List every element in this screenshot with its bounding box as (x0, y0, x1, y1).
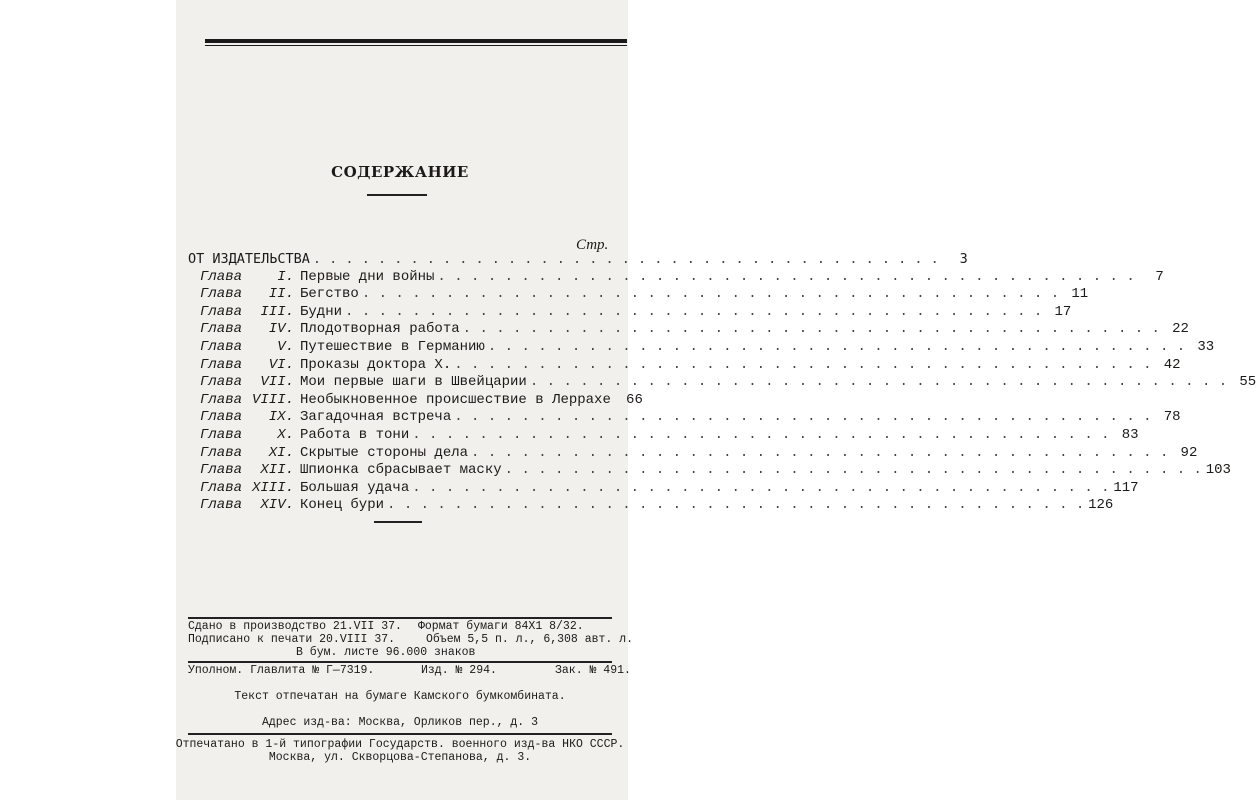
chapter-title: Большая удача (300, 479, 410, 496)
separator-dash (374, 521, 422, 523)
chapter-title: Проказы доктора Х. (300, 356, 452, 373)
toc-row-chapter (188, 374, 1256, 392)
chapter-number: II. (268, 286, 294, 303)
imprint-rule-2 (188, 661, 612, 663)
chapter-page: 22 (1172, 321, 1189, 338)
chapter-label: Глава (200, 409, 243, 426)
toc-row-chapter (188, 426, 1139, 445)
toc-row-chapter (188, 409, 1181, 427)
toc-leader-dots: . . . . . . . . . . . . . . . . . . . . . . . . . . . . . . . . . . . . . . . . . . (361, 286, 1060, 303)
table-of-contents (188, 251, 1256, 515)
toc-leader-dots: . . . . . . . . . . . . . . . . . . . . . . . . . . . . . . . . . . . . . . . (312, 251, 939, 267)
chapter-title: Работа в тони (300, 426, 410, 443)
chapter-label: Глава (200, 321, 243, 338)
toc-row-title: ОТ ИЗДАТЕЛЬСТВА (188, 251, 310, 267)
chapter-page: 7 (1155, 268, 1164, 285)
chapter-page: 92 (1180, 444, 1198, 461)
chapter-page: 103 (1205, 462, 1231, 479)
chapter-number: X. (277, 426, 294, 443)
chapter-title: Бегство (300, 286, 359, 303)
imprint-address: Адрес изд-ва: Москва, Орликов пер., д. 3 (261, 716, 539, 729)
chapter-number: VIII. (251, 391, 294, 408)
chapter-title: Необыкновенное происшествие в Леррахе (300, 391, 611, 408)
chapter-number: XIV. (260, 497, 294, 514)
toc-row-chapter (188, 444, 1198, 463)
imprint-sent: Сдано в производство 21.VII 37. (188, 620, 402, 633)
chapter-number: XIII. (251, 479, 294, 496)
chapter-label: Глава (200, 479, 243, 496)
toc-leader-dots: . . . . . . . . . . . . . . . . . . . . . . . . . . . . . . . . . . . . . . . . . . (412, 479, 1110, 496)
imprint-signed: Подписано к печати 20.VIII 37. (188, 633, 396, 646)
chapter-label: Глава (200, 391, 243, 408)
chapter-label: Глава (200, 268, 243, 285)
imprint-printer-address: Москва, ул. Скворцова-Степанова, д. 3. (268, 751, 532, 764)
chapter-number: III. (260, 303, 294, 320)
imprint-top-rule (188, 617, 612, 619)
toc-row-chapter (188, 497, 1114, 515)
toc-leader-dots: . . . . . . . . . . . . . . . . . . . . . . . . . . . . . . . . . . . . . . . . . . (471, 444, 1169, 461)
chapter-title: Мои первые шаги в Швейцарии (300, 374, 527, 391)
chapter-page: 66 (626, 391, 643, 408)
chapter-title: Будни (300, 303, 343, 320)
chapter-number: I. (277, 268, 294, 285)
toc-leader-dots: . . . . . . . . . . . . . . . . . . . . . . . . . . . . . . . . . . . . . . . . . . (412, 426, 1110, 443)
chapter-title: Скрытые стороны дела (300, 444, 469, 461)
toc-row-chapter (188, 338, 1215, 357)
toc-leader-dots: . . . . . . . . . . . . . . . . . . . . . . . . . . . . . . . . . . . . . . . . . . (387, 497, 1085, 514)
toc-row-chapter (188, 391, 643, 410)
chapter-page: 55 (1239, 374, 1256, 391)
chapter-page: 11 (1071, 286, 1089, 303)
toc-row-chapter (188, 462, 1231, 480)
toc-row-chapter (188, 268, 1164, 287)
chapter-number: IX. (268, 409, 294, 426)
chapter-page: 83 (1121, 426, 1139, 443)
title-dash (367, 194, 427, 196)
chapter-title: Путешествие в Германию (300, 338, 485, 355)
top-border-rule (205, 39, 627, 43)
chapter-page: 126 (1088, 497, 1114, 514)
chapter-title: Загадочная встреча (300, 409, 452, 426)
chapter-label: Глава (200, 374, 243, 391)
toc-leader-dots: . . . . . . . . . . . . . . . . . . . . . . . . . . . . . . . . . . . . . . . . . . (437, 268, 1135, 285)
chapter-number: VI. (268, 356, 294, 373)
chapter-number: IV. (268, 321, 294, 338)
chapter-page: 42 (1163, 356, 1181, 373)
imprint-chars: В бум. листе 96.000 знаков (296, 646, 476, 659)
toc-leader-dots: . . . . . . . . . . . . . . . . . . . . . . . . . . . . . . . . . . . . . . . . . . (529, 374, 1228, 391)
toc-row-chapter (188, 321, 1189, 339)
imprint-glavlit: Уполном. Главлита № Г—7319. (188, 664, 375, 677)
toc-row-chapter (188, 356, 1181, 375)
chapter-page: 117 (1113, 479, 1139, 496)
imprint-zak: Зак. № 491. (555, 664, 631, 677)
chapter-title: Конец бури (300, 497, 385, 514)
chapter-label: Глава (200, 462, 243, 479)
top-border-thin-rule (205, 45, 627, 46)
chapter-title: Шпионка сбрасывает маску (300, 462, 502, 479)
chapter-label: Глава (200, 497, 243, 514)
chapter-label: Глава (200, 338, 243, 355)
toc-leader-dots: . . . . . . . . . . . . . . . . . . . . . . . . . . . . . . . . . . . . . . . . . . (454, 409, 1152, 426)
toc-row-publisher (188, 251, 968, 269)
chapter-label: Глава (200, 356, 243, 373)
chapter-title: Плодотворная работа (300, 321, 460, 338)
imprint-volume: Объем 5,5 п. л., 6,308 авт. л. (426, 633, 634, 646)
chapter-label: Глава (200, 303, 243, 320)
chapter-list (188, 268, 1256, 515)
toc-leader-dots: . . . . . . . . . . . . . . . . . . . . . . . . . . . . . . . . . . . . . . . . . . (345, 303, 1043, 320)
imprint-format: Формат бумаги 84Х1 8/32. (418, 620, 584, 633)
imprint-izd: Изд. № 294. (421, 664, 497, 677)
chapter-number: XI. (268, 444, 294, 461)
toc-leader-dots: . . . . . . . . . . . . . . . . . . . . . . . . . . . . . . . . . . . . . . . . . . (487, 338, 1186, 355)
toc-row-chapter (188, 303, 1072, 322)
chapter-label: Глава (200, 286, 243, 303)
toc-leader-dots: . . . . . . . . . . . . . . . . . . . . . . . . . . . . . . . . . . . . . . . . . . (462, 321, 1160, 338)
chapter-number: V. (277, 338, 294, 355)
chapter-number: VII. (260, 374, 294, 391)
chapter-page: 78 (1163, 409, 1181, 426)
chapter-title: Первые дни войны (300, 268, 435, 285)
chapter-label: Глава (200, 426, 243, 443)
toc-leader-dots: . . . . . . . . . . . . . . . . . . . . . . . . . . . . . . . . . . . . . . . . . . (504, 462, 1202, 479)
chapter-page: 33 (1197, 338, 1215, 355)
chapter-label: Глава (200, 444, 243, 461)
toc-leader-dots: . . . . . . . . . . . . . . . . . . . . . . . . . . . . . . . . . . . . . . . . . . (454, 356, 1152, 373)
toc-title: СОДЕРЖАНИЕ (331, 163, 469, 181)
toc-row-chapter (188, 479, 1139, 498)
imprint-paper: Текст отпечатан на бумаге Камского бумкомбината. (234, 690, 566, 703)
toc-row-chapter (188, 286, 1089, 304)
page-column-heading: Стр. (576, 237, 609, 253)
chapter-number: XII. (260, 462, 294, 479)
imprint-rule-3 (188, 733, 612, 735)
toc-row-page: 3 (959, 251, 968, 267)
chapter-page: 17 (1054, 303, 1072, 320)
imprint-printer: Отпечатано в 1-й типографии Государств. военного изд-ва НКО СССР. (175, 738, 625, 751)
